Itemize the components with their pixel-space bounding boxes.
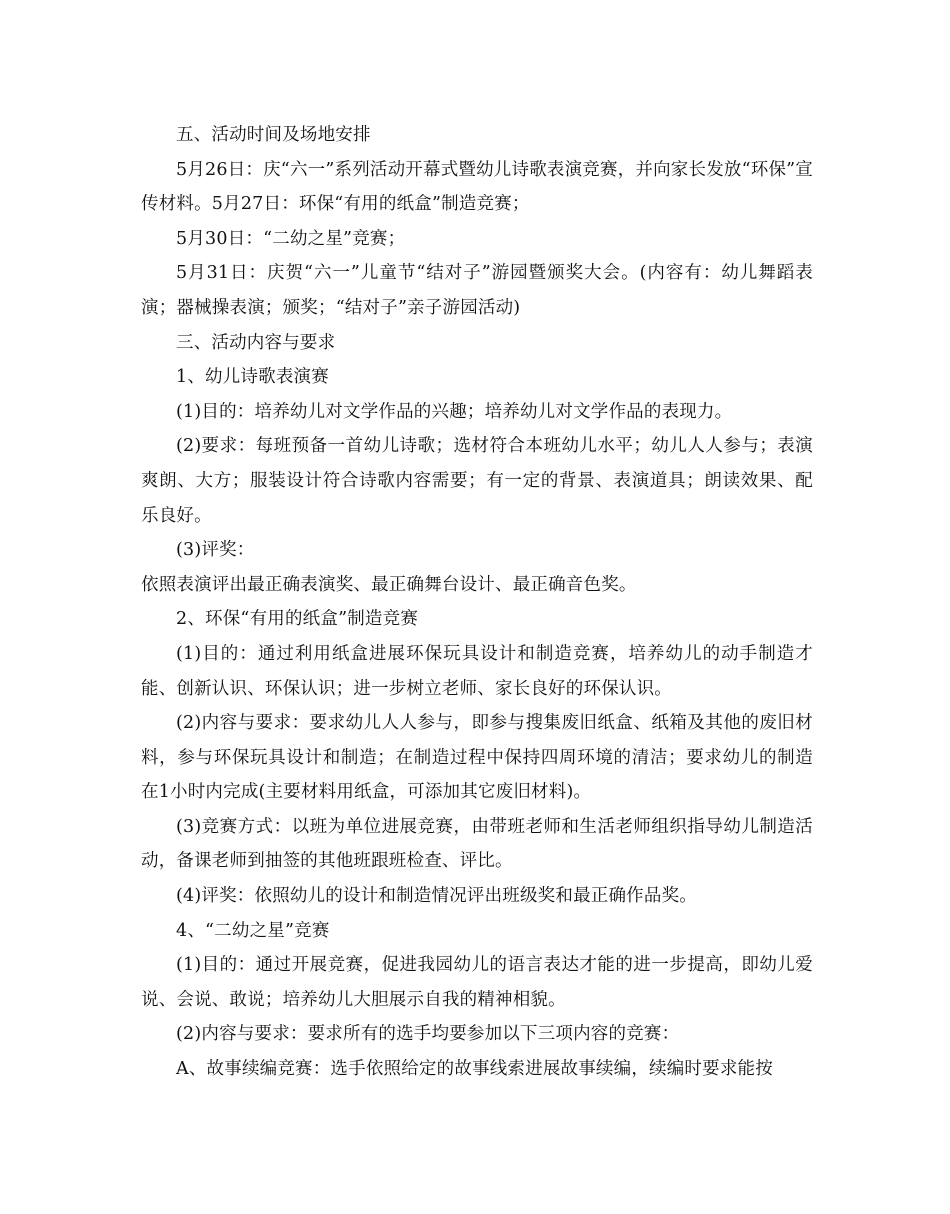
paragraph: (1)目的：通过开展竞赛，促进我园幼儿的语言表达才能的进一步提高，即幼儿爱说、会说、敢说；培养幼儿大胆展示自我的精神相貌。 <box>141 955 813 1010</box>
subsection-heading: 1、幼儿诗歌表演赛 <box>176 367 329 388</box>
paragraph: (3)竞赛方式：以班为单位进展竞赛，由带班老师和生活老师组织指导幼儿制造活动，备课老师到抽签的其他班跟班检查、评比。 <box>141 816 813 872</box>
subsection-heading: 4、“二幼之星”竞赛 <box>176 920 330 941</box>
paragraph: (3)评奖： <box>176 540 255 561</box>
paragraph: 5月26日：庆“六一”系列活动开幕式暨幼儿诗歌表演竞赛，并向家长发放“环保”宣传材料。5月27日：环保“有用的纸盒”制造竞赛； <box>141 159 813 215</box>
paragraph: (4)评奖：依照幼儿的设计和制造情况评出班级奖和最正确作品奖。 <box>176 886 697 907</box>
paragraph: A、故事续编竞赛：选手依照给定的故事线索进展故事续编，续编时要求能按 <box>176 1059 773 1080</box>
paragraph: (2)要求：每班预备一首幼儿诗歌；选材符合本班幼儿水平；幼儿人人参与；表演爽朗、大方；服装设计符合诗歌内容需要；有一定的背景、表演道具；朗读效果、配乐良好。 <box>141 436 813 526</box>
paragraph: 依照表演评出最正确表演奖、最正确舞台设计、最正确音色奖。 <box>141 574 637 595</box>
paragraph: (1)目的：通过利用纸盒进展环保玩具设计和制造竞赛，培养幼儿的动手制造才能、创新认识、环保认识；进一步树立老师、家长良好的环保认识。 <box>141 643 813 699</box>
paragraph: (1)目的：培养幼儿对文学作品的兴趣；培养幼儿对文学作品的表现力。 <box>176 401 733 422</box>
section-heading: 三、活动内容与要求 <box>176 332 336 353</box>
paragraph: (2)内容与要求：要求幼儿人人参与，即参与搜集废旧纸盒、纸箱及其他的废旧材料，参与环保玩具设计和制造；在制造过程中保持四周环境的清洁；要求幼儿的制造在1小时内完成(主要材料用纸盒，可添加其它废旧材料)。 <box>141 713 813 803</box>
paragraph: (2)内容与要求：要求所有的选手均要参加以下三项内容的竞赛： <box>176 1024 680 1045</box>
paragraph: 5月31日：庆贺“六一”儿童节“结对子”游园暨颁奖大会。(内容有：幼儿舞蹈表演；器械操表演；颁奖；“结对子”亲子游园活动) <box>141 263 813 318</box>
paragraph: 5月30日：“二幼之星”竞赛； <box>176 228 406 249</box>
section-heading: 五、活动时间及场地安排 <box>176 125 371 145</box>
document-body <box>141 118 813 1087</box>
subsection-heading: 2、环保“有用的纸盒”制造竞赛 <box>176 609 419 630</box>
